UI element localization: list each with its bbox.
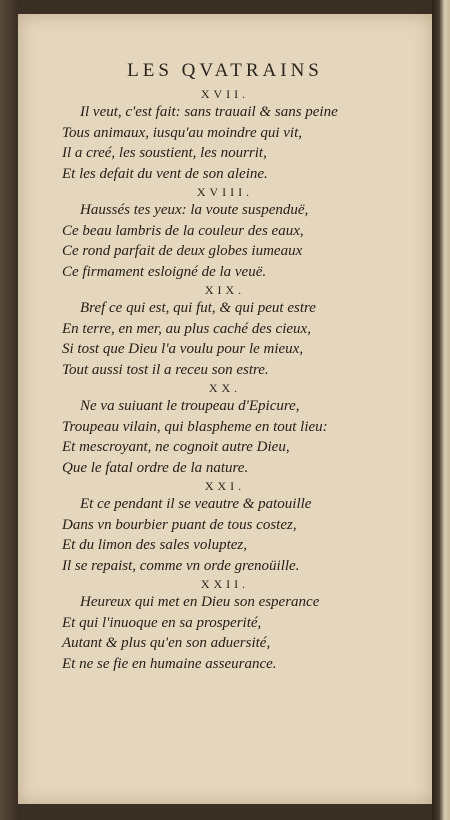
verse-line: Et les defait du vent de son aleine. (62, 165, 268, 182)
verse-line: Autant & plus qu'en son aduersité, (62, 635, 271, 651)
quatrain-number: XIX. (204, 283, 246, 297)
verse-line: Et qui l'inuoque en sa prosperité, (62, 614, 262, 631)
verse-line: Il a creé, les soustient, les nourrit, (62, 145, 267, 161)
book-spine-right (432, 0, 450, 820)
quatrain-18 (18, 184, 432, 282)
verse-line: En terre, en mer, au plus caché des cieux, (62, 320, 311, 337)
quatrain-number: XXII. (200, 577, 250, 591)
verse-line: Ce rond parfait de deux globes iumeaux (62, 243, 303, 259)
verse-line: Ce beau lambris de la couleur des eaux, (62, 222, 304, 239)
verse-line: Ce firmament esloigné de la veuë. (62, 263, 267, 280)
verse-line: Que le fatal ordre de la nature. (62, 459, 249, 476)
verse-line: Heureux qui met en Dieu son esperance (80, 594, 320, 610)
verse-line: Tous animaux, iusqu'au moindre qui vit, (62, 124, 303, 141)
verse-line: Et du limon des sales voluptez, (62, 537, 247, 553)
verse-line: Bref ce qui est, qui fut, & qui peut estre (80, 300, 316, 316)
verse-line: Si tost que Dieu l'a voulu pour le mieux, (62, 341, 304, 357)
verse-line: Il veut, c'est fait: sans trauail & sans peine (80, 104, 338, 120)
quatrain-20 (18, 380, 432, 478)
verse-line: Et ce pendant il se veautre & patouille (80, 496, 312, 512)
verse-line: Et mescroyant, ne cognoit autre Dieu, (62, 439, 290, 455)
running-header: LES QVATRAINS (127, 60, 323, 81)
book-page (18, 14, 432, 804)
quatrain-number: XX. (208, 381, 242, 395)
quatrain-number: XXI. (204, 479, 246, 493)
verse-line: Et ne se fie en humaine asseurance. (62, 655, 277, 672)
quatrain-22 (18, 576, 432, 674)
verse-line: Il se repaist, comme vn orde grenoüille. (62, 557, 300, 574)
verse-line: Dans vn bourbier puant de tous costez, (62, 516, 297, 533)
quatrain-number: XVII. (200, 87, 250, 101)
verse-line: Troupeau vilain, qui blaspheme en tout lieu: (62, 418, 328, 435)
quatrain-17 (18, 86, 432, 184)
quatrain-number: XVIII. (196, 185, 254, 199)
book-gutter-left (0, 0, 18, 820)
verse-line: Ne va suiuant le troupeau d'Epicure, (80, 398, 300, 414)
quatrain-19 (18, 282, 432, 380)
verse-line: Haussés tes yeux: la voute suspenduë, (80, 202, 309, 218)
quatrain-21 (18, 478, 432, 576)
verse-line: Tout aussi tost il a receu son estre. (62, 361, 269, 378)
